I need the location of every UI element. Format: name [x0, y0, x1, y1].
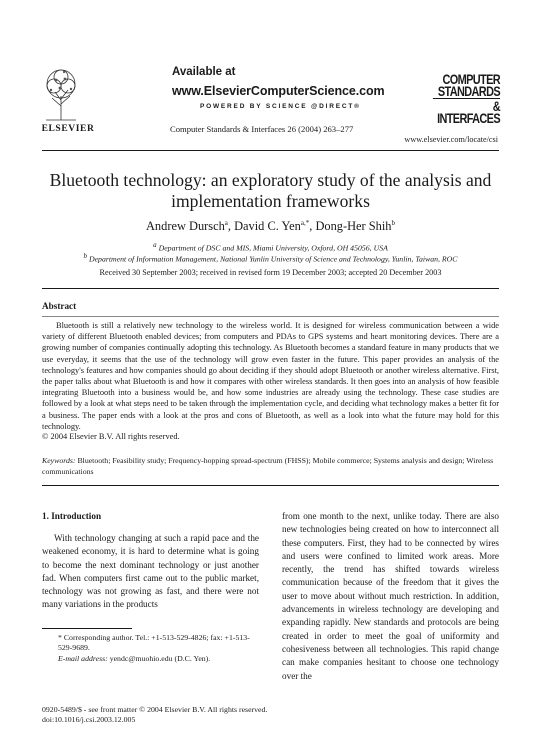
section-heading: 1. Introduction: [42, 511, 102, 521]
author-name: David C. Yen: [234, 219, 301, 234]
email-label: E-mail address:: [58, 653, 108, 663]
journal-reference: Computer Standards & Interfaces 26 (2004) 263–277: [170, 124, 354, 134]
body-text-right-column: from one month to the next, unlike today. There are also new technologies being created on how to interconnect all these computers. First, they had to be connected by wires and users were confined to limited work areas. More recently, the trend has shifted towards wireless communication because of the freedom that it gives the user to move about without much restriction. In addition, advancements in wireless technology are developing and expanding rapidly. New standards and protocols are being created in order to meet the goal of uniformity and cohesiveness between all technologies. This rapid change can make companies hesitant to choose one technology over the: [282, 511, 499, 681]
elsevier-tree-logo: [40, 66, 82, 122]
divider: [42, 485, 499, 486]
keywords-list: Bluetooth; Feasibility study; Frequency-hopping spread-spectrum (FHSS); Mobile commerce; Systems analysis and design; Wireless communications: [42, 456, 494, 476]
divider: [42, 288, 499, 289]
author-affiliation-mark: a,*: [300, 219, 310, 227]
powered-by-label: POWERED BY SCIENCE @DIRECT®: [200, 103, 361, 110]
doi-line[interactable]: doi:10.1016/j.csi.2003.12.005: [42, 715, 136, 725]
affiliation: $^b$ Department of Information Management, National Yunlin University of Science and Technology, Yunlin, Taiwan, ROC: [83, 252, 458, 264]
received-dates: Received 30 September 2003; received in revised form 19 December 2003; accepted 20 December 2003: [99, 268, 442, 277]
available-at-label: Available at: [172, 66, 236, 78]
article-title: Bluetooth technology: an exploratory study of the analysis and implementation frameworks: [49, 170, 492, 211]
author-affiliation-mark: a: [224, 219, 228, 227]
footnote: [42, 633, 259, 664]
journal-logo-line1: COMPUTER STANDARDS: [433, 73, 500, 99]
header-rule: [42, 150, 499, 151]
journal-logo-line2: & INTERFACES: [437, 98, 500, 126]
author-list: Andrew Dursch$^a$, David C. Yen$^{a,*}$, Dong-Her Shih$^b$: [145, 219, 395, 234]
front-matter-footer: [42, 705, 267, 725]
corresponding-author-note: * Corresponding author. Tel.: +1-513-529-4826; fax: +1-513-529-9689.: [58, 633, 250, 653]
issn-line: 0920-5489/$ - see front matter © 2004 Elsevier B.V. All rights reserved.: [42, 705, 268, 714]
publisher-name: ELSEVIER: [41, 124, 95, 134]
abstract-body: Bluetooth is still a relatively new technology to the wireless world. It is designed for wireless communication between a wide variety of different Bluetooth enabled devices; from computers and PDAs to GPS systems and heart monitoring devices. There are a growing number of companies continually adopting this technology. As Bluetooth becomes a standard feature in many products that we use everyday, it seems that the use of the technology will grow even faster in the future. This paper provides an analysis of the technology's features and how companies should go about deciding if they should adopt Bluetooth or another wireless alternative. First, the paper talks about what Bluetooth is and how it compares with other wireless standards. It then goes into an analysis of how feasible integrating Bluetooth into a business would be, and how some industries are already using the technology. These case studies are followed by a look at what steps need to be taken through the implementation cycle, and deciding what technology makes a better fit for a business. The paper ends with a look at the pros and cons of Bluetooth, as well as a look into what the future may hold for this technology.: [42, 321, 499, 431]
footnote-rule: [42, 628, 132, 629]
divider: [42, 316, 499, 317]
journal-url[interactable]: www.elsevier.com/locate/csi: [404, 135, 498, 144]
body-text-left-column: With technology changing at such a rapid pace and the weakened economy, it is hard to determine what is going to become the next dominant technology or just another fad. When computers first came out to the public market, technology was not growing as fast, and there were not many variations in the products: [42, 533, 259, 610]
site-link[interactable]: www.ElsevierComputerScience.com: [172, 84, 385, 98]
author-name: Dong-Her Shih: [315, 219, 392, 234]
keywords-label: Keywords:: [42, 456, 76, 465]
keywords: [42, 456, 499, 477]
copyright-notice: © 2004 Elsevier B.V. All rights reserved.: [42, 432, 180, 441]
abstract-heading: Abstract: [42, 301, 77, 311]
journal-logo: [433, 73, 500, 124]
author-name: Andrew Dursch: [145, 219, 225, 234]
affiliation: $^a$ Department of DSC and MIS, Miami University, Oxford, OH 45056, USA: [153, 241, 388, 253]
email-address[interactable]: yendc@muohio.edu (D.C. Yen).: [109, 653, 211, 663]
author-affiliation-mark: b: [391, 219, 395, 227]
